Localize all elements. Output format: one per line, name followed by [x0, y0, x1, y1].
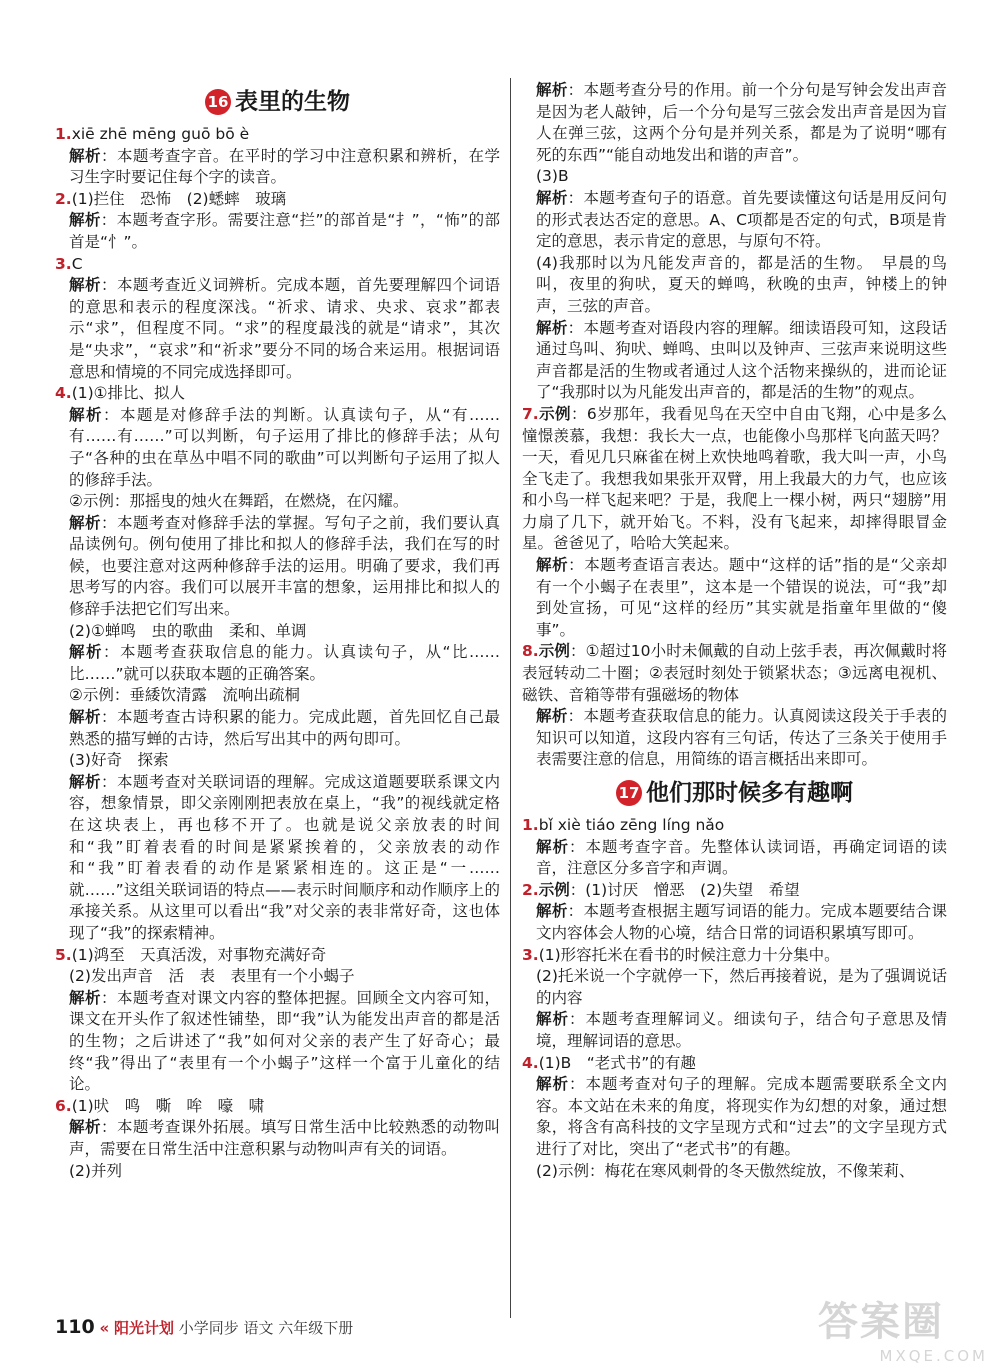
answer-text: ②示例：垂緌饮清露 流响出疏桐	[69, 686, 300, 705]
column-divider	[510, 78, 511, 1318]
answer-line	[522, 166, 947, 188]
analysis-paragraph	[55, 1117, 500, 1160]
answer-label: 示例	[538, 404, 571, 423]
analysis-paragraph	[55, 146, 500, 189]
answer-text: (3)好奇 探索	[69, 751, 169, 770]
answer-label: 解析	[69, 276, 101, 295]
answer-line	[522, 815, 947, 837]
right-column	[522, 80, 947, 1182]
answer-label: 解析	[69, 708, 101, 727]
question-number: 4.	[55, 384, 72, 403]
answer-text: ：本题考查获取信息的能力。认真阅读这段关于手表的知识可以知道，这段内容有三句话，传达了三条关于使用手表需要注意的信息，用简练的语言概括出来即可。	[536, 707, 947, 769]
analysis-paragraph	[522, 188, 947, 253]
analysis-paragraph	[55, 513, 500, 621]
answer-text: ：本题考查理解词义。细读句子，结合句子意思及情境，理解词语的意思。	[536, 1010, 947, 1050]
answer-line	[55, 383, 500, 405]
answer-label: 解析	[69, 146, 101, 165]
answer-text: ②示例：那摇曳的烛火在舞蹈，在燃烧，在闪耀。	[69, 492, 409, 511]
answer-text: ：本题考查语言表达。题中“这样的话”指的是“父亲却有一个小蝎子在表里”，这本是一个错误的说法，可“我”却到处宣扬，可见“这样的经历”其实就是指童年里做的“傻事”。	[536, 556, 947, 639]
answer-text: ：本题是对修辞手法的判断。认真读句子，从“有……有……有……”可以判断，句子运用了排比的修辞手法；从句子“各种的虫在草丛中唱不同的歌曲”可以判断句子运用了拟人的修辞手法。	[69, 405, 500, 489]
answer-text: (1)吠 鸣 嘶 哞 嚎 啸	[71, 1096, 265, 1115]
answer-text: ：本题考查字音。在平时的学习中注意积累和辨析，在学习生字时要记住每个字的读音。	[69, 146, 500, 187]
watermark-logo	[818, 1290, 988, 1365]
analysis-paragraph	[522, 706, 947, 771]
question-number: 7.	[522, 404, 539, 423]
answer-line	[55, 189, 500, 211]
analysis-paragraph	[55, 707, 500, 750]
analysis-paragraph	[522, 80, 947, 166]
answer-text: ：本题考查获取信息的能力。认真读句子，从“比……比……”就可以获取本题的正确答案。	[69, 643, 500, 683]
answer-label: 解析	[536, 707, 568, 726]
answer-text: (2)①蝉鸣 虫的歌曲 柔和、单调	[69, 621, 307, 640]
answer-text: ：本题考查古诗积累的能力。完成此题，首先回忆自己最熟悉的描写蝉的古诗，然后写出其中的两句即可。	[69, 708, 500, 748]
answer-text: ：本题考查近义词辨析。完成本题，首先要理解四个词语的意思和表示的程度深浅。“祈求、请求、央求、哀求”都表示“求”，但程度不同。“求”的程度最浅的就是“请求”，其次是“央求”，“哀求”和“祈求”要分不同的场合来运用。根据词语意思和情境的不同完成选择即可。	[69, 276, 500, 381]
answer-text: (1)①排比、拟人	[71, 384, 186, 403]
watermark-sub: MXQE.COM	[879, 1347, 988, 1365]
analysis-paragraph	[55, 642, 500, 685]
answer-text: bǐ xiè tiáo zēng líng nǎo	[538, 816, 725, 834]
answer-text: ：本题考查对课文内容的整体把握。回顾全文内容可知，课文在开头作了叙述性铺垫，即“我”认为能发出声音的都是活的生物；之后讲述了“我”如何对父亲的表产生了好奇心；最终“我”得出了“表里有一个小蝎子”这样一个富于儿童化的结论。	[69, 988, 500, 1094]
answer-label: 解析	[69, 211, 101, 230]
answer-line	[522, 253, 947, 318]
answer-text: (3)B	[536, 167, 569, 186]
section-number-badge: 16	[205, 89, 231, 115]
answer-label: 解析	[536, 1075, 569, 1094]
answer-label: 解析	[69, 1118, 101, 1137]
answer-text: ：本题考查对关联词语的理解。完成这道题要联系课文内容，想象情景，即父亲刚刚把表放在桌上，“我”的视线就定格在这块表上，再也移不开了。也就是说父亲放表的时间和“我”盯着表看的时间是紧紧挨着的，父亲放表的动作和“我”盯着表看的动作是紧紧相连的。这正是“一……就……”这组关联词语的特点——表示时间顺序和动作顺序上的承接关系。从这里可以看出“我”对父亲的表非常好奇，这也体现了“我”的探索精神。	[69, 772, 500, 942]
answer-text: ：(1)讨厌 憎恶 (2)失望 希望	[569, 880, 800, 899]
analysis-paragraph	[522, 555, 947, 641]
analysis-paragraph	[55, 405, 500, 491]
answer-line	[522, 945, 947, 967]
answer-text: ：本题考查句子的语意。首先要读懂这句话是用反问句的形式表达否定的意思。A、C项都是否定的句式，B项是肯定的意思，表示肯定的意思，与原句不符。	[536, 188, 947, 251]
analysis-paragraph	[522, 837, 947, 880]
question-number: 5.	[55, 945, 72, 964]
answer-label: 解析	[536, 837, 569, 856]
answer-label: 解析	[536, 1010, 569, 1029]
answer-label: 解析	[69, 513, 101, 532]
answer-label: 解析	[69, 988, 101, 1007]
answer-label: 解析	[69, 772, 101, 791]
section-number-badge: 17	[616, 780, 642, 806]
answer-line	[55, 621, 500, 643]
answer-text: xiē zhē mēng guō bō è	[71, 125, 250, 143]
page-number: 110	[55, 1316, 95, 1338]
answer-line	[55, 685, 500, 707]
answer-line	[522, 404, 947, 555]
answer-text: ：6岁那年，我看见鸟在天空中自由飞翔，心中是多么憧憬羡慕，我想：我长大一点，也能像小鸟那样飞向蓝天吗？一天，看见几只麻雀在树上欢快地鸣着歌，我大叫一声，小鸟全飞走了。我想我如果张开双臂，用上我最大的力气，也应该和小鸟一样飞起来吧？于是，我爬上一棵小树，两只“翅膀”用力扇了几下，就开始飞。不料，没有飞起来，却摔得眼冒金星。爸爸见了，哈哈大笑起来。	[522, 404, 947, 553]
answer-text: ：本题考查分号的作用。前一个分句是写钟会发出声音是因为老人敲钟，后一个分句是写三弦会发出声音是因为盲人在弹三弦，这两个分句是并列关系，都是为了说明“哪有死的东西”“能自动地发出和谐的声音”。	[536, 81, 947, 164]
answer-line	[522, 880, 947, 902]
question-number: 3.	[522, 945, 539, 964]
question-number: 8.	[522, 642, 539, 661]
question-number: 1.	[55, 125, 72, 143]
question-number: 2.	[55, 189, 72, 208]
answer-text: (2)示例：梅花在寒风刺骨的冬天傲然绽放，不像茉莉、	[536, 1161, 915, 1180]
answer-text: (2)发出声音 活 表 表里有一个小蝎子	[69, 967, 355, 986]
question-number: 6.	[55, 1096, 72, 1115]
answer-line	[55, 966, 500, 988]
analysis-paragraph	[55, 988, 500, 1096]
answer-label: 解析	[69, 643, 103, 662]
section-title	[55, 86, 500, 118]
answer-label: 解析	[536, 188, 568, 207]
analysis-paragraph	[522, 901, 947, 944]
answer-line	[55, 750, 500, 772]
arrow-icon: «	[99, 1319, 110, 1337]
answer-text: ：本题考查根据主题写词语的能力。完成本题要结合课文内容体会人物的心境，结合日常的词语积累填写即可。	[536, 902, 947, 942]
section-title-text: 他们那时候多有趣啊	[646, 779, 853, 806]
analysis-paragraph	[522, 1074, 947, 1160]
answer-label: 解析	[536, 318, 568, 337]
question-number: 3.	[55, 254, 72, 273]
analysis-paragraph	[55, 210, 500, 253]
answer-line	[55, 254, 500, 276]
book-subtitle: 小学同步 语文 六年级下册	[178, 1319, 354, 1337]
answer-line	[55, 124, 500, 146]
watermark-main: 答案圈	[818, 1299, 944, 1345]
answer-text: (1)拦住 恐怖 (2)蟋蟀 玻璃	[71, 189, 287, 208]
answer-label: 示例	[538, 642, 570, 661]
answer-text: (1)B “老式书”的有趣	[538, 1053, 696, 1072]
analysis-paragraph	[55, 772, 500, 945]
answer-line	[55, 491, 500, 513]
answer-text: ：①超过10小时未佩戴的自动上弦手表，再次佩戴时将表冠转动二十圈；②表冠时刻处于锁紧状态；③远离电视机、磁铁、音箱等带有强磁场的物体	[522, 642, 947, 704]
answer-label: 解析	[69, 405, 103, 424]
question-number: 4.	[522, 1053, 539, 1072]
left-column	[55, 80, 500, 1182]
section-title-text: 表里的生物	[235, 88, 350, 115]
question-number: 2.	[522, 880, 539, 899]
answer-text: ：本题考查对句子的理解。完成本题需要联系全文内容。本文站在未来的角度，将现实作为幻想的对象，通过想象，将含有高科技的文字呈现方式和“过去”的文字呈现方式进行了对比，突出了“老式书”的有趣。	[536, 1075, 947, 1158]
answer-line	[55, 1161, 500, 1183]
answer-text: ：本题考查字音。先整体认读词语，再确定词语的读音，注意区分多音字和声调。	[536, 837, 947, 878]
section-title	[522, 777, 947, 809]
answer-text: (4)我那时以为凡能发声音的，都是活的生物。 早晨的鸟叫，夜里的狗吠，夏天的蝉鸣，秋晚的虫声，钟楼上的钟声，三弦的声音。	[536, 253, 947, 315]
answer-text: ：本题考查对语段内容的理解。细读语段可知，这段话通过鸟叫、狗吠、蝉鸣、虫叫以及钟声、三弦声来说明这些声音都是活的生物或者通过人这个活物来操纵的，进而论证了“我那时以为凡能发出声音的，都是活的生物”的观点。	[536, 318, 947, 402]
answer-text: C	[71, 254, 83, 273]
answer-text: (1)鸿至 天真活泼，对事物充满好奇	[71, 945, 327, 964]
answer-label: 示例	[538, 880, 570, 899]
answer-text: ：本题考查字形。需要注意“拦”的部首是“扌”，“怖”的部首是“忄”。	[69, 211, 500, 251]
answer-text: (2)并列	[69, 1161, 122, 1180]
brand-name: 阳光计划	[113, 1319, 174, 1337]
answer-text: ：本题考查对修辞手法的掌握。写句子之前，我们要认真品读例句。例句使用了排比和拟人的修辞手法，我们在写的时候，也要注意对这两种修辞手法的运用。明确了要求，我们再思考写的内容。我们可以展开丰富的想象，运用排比和拟人的修辞手法把它们写出来。	[69, 513, 500, 619]
answer-line	[522, 1053, 947, 1075]
page-footer	[55, 1316, 353, 1339]
answer-label: 解析	[536, 902, 568, 921]
answer-line	[55, 945, 500, 967]
answer-text: ：本题考查课外拓展。填写日常生活中比较熟悉的动物叫声，需要在日常生活中注意积累与动物叫声有关的词语。	[69, 1118, 500, 1158]
answer-line	[522, 641, 947, 706]
analysis-paragraph	[522, 318, 947, 404]
answer-line	[522, 1161, 947, 1183]
analysis-paragraph	[522, 1009, 947, 1052]
answer-line	[55, 1096, 500, 1118]
question-number: 1.	[522, 816, 539, 834]
answer-text: (2)托米说一个字就停一下，然后再接着说，是为了强调说话的内容	[536, 967, 947, 1007]
analysis-paragraph	[55, 275, 500, 383]
answer-text: (1)形容托米在看书的时候注意力十分集中。	[538, 945, 840, 964]
answer-line	[522, 966, 947, 1009]
answer-label: 解析	[536, 556, 569, 575]
answer-label: 解析	[536, 81, 568, 99]
